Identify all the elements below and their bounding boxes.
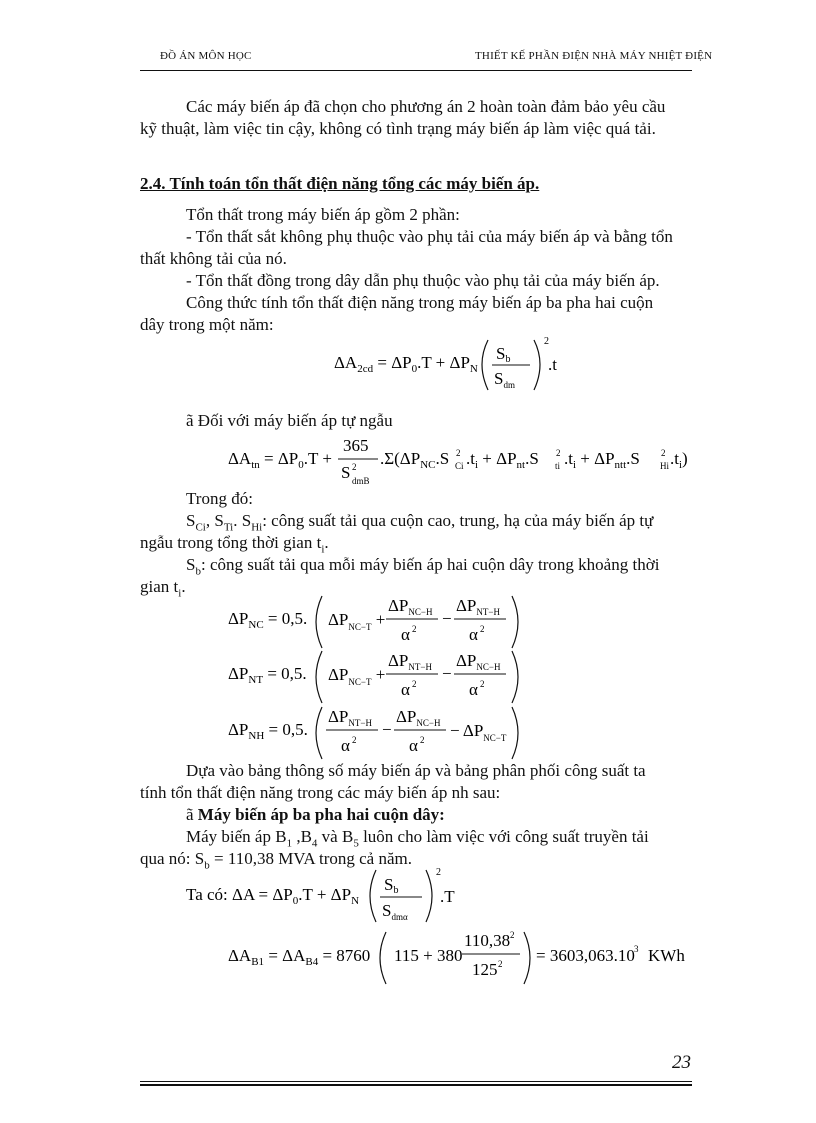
svg-text:Hi: Hi [660,461,669,471]
svg-text:.ti + ΔPntt.S: $.t_i + \Delta P_{ntt}.S$ [564,449,640,471]
svg-text:ΔPNC−T +: $\Delta P_{NC-T}$ + [328,610,386,632]
svg-text:110,38: 110,38 [464,931,511,950]
svg-text:ΔAB1 = ΔAB4 = 8760: $\Delta A_{B1} = \Delta A_{B4} = 8760$ [228,946,371,968]
svg-text:α: α [401,680,410,699]
svg-text:ΔPNT−H: $\Delta P_{NT-H}$ [388,651,432,672]
svg-text:α: α [341,736,350,755]
svg-text:ΔPNC = 0,5.: $\Delta P_{NC} = 0,5$. [228,609,308,631]
def-s-line-1: $S_{Ci}$, $S_{Ti}$. $S_{Hi}$: công suất tải qua cuộn cao, trung, hạ của máy biến áp tự [186,511,654,534]
autotrans-heading: ã Đối với máy biến áp tự ngẫu [186,411,393,430]
intro-line-2: kỹ thuật, làm việc tin cậy, không có tình trạng máy biến áp làm việc quá tải. [140,119,656,138]
svg-text:2: 2 [544,336,549,347]
formula-autotransformer [228,432,688,492]
svg-text:ΔPNC−H: $\Delta P_{NC-H}$ [388,596,433,617]
formula-delta-p-nc [228,592,528,652]
svg-text:2: 2 [661,448,666,458]
svg-text:ΔPNH = 0,5.: $\Delta P_{NH} = 0,5$. [228,720,308,742]
svg-text:ΔPNT−H: $\Delta P_{NT-H}$ [328,707,372,728]
svg-text:S: S [341,463,351,482]
intro-line-1: Các máy biến áp đã chọn cho phương án 2 hoàn toàn đảm bảo yêu cầu [186,97,666,116]
svg-text:ΔAtn = ΔP0.T +: $\Delta A_{tn} = \Delta P_0.T$ + [228,449,332,471]
header-right: THIẾT KẾ PHẦN ĐIỆN NHÀ MÁY NHIỆT ĐIỆN [475,50,713,62]
svg-text:.Σ(ΔPNC.S: $.\Sigma(\Delta P_{NC}.S$ [380,449,450,471]
svg-text:.T: .T [440,887,455,906]
svg-text:ΔA2cd = ΔP0.T + ΔPN: $\Delta A_{2cd} = \Delta P_0.T + \Delta P_N$ [334,353,478,375]
svg-text:2: 2 [480,679,485,689]
header-rule [140,70,692,71]
body-line-1: Tổn thất trong máy biến áp gồm 2 phần: [186,205,460,224]
svg-text:.ti + ΔPnt.S: $.t_i + \Delta P_{nt}.S$ [466,449,539,471]
svg-text:2: 2 [456,448,461,458]
based-line-1: Dựa vào bảng thông số máy biến áp và bảng phân phối công suất ta [186,761,646,780]
svg-text:ΔPNT = 0,5.: $\Delta P_{NT} = 0,5$. [228,664,307,686]
body-line-6: dây trong một năm: [140,315,274,334]
svg-text:3: 3 [634,944,639,954]
svg-text:−: − [442,664,452,683]
svg-text:2: 2 [498,959,503,969]
svg-text:ti: ti [555,461,561,471]
section-title: 2.4. Tính toán tổn thất điện năng tổng các máy biến áp. [140,174,540,193]
formula-two-winding [330,334,590,394]
where-label: Trong đó: [186,489,253,508]
svg-text:2: 2 [480,624,485,634]
body-line-3: thất không tải của nó. [140,249,287,268]
svg-text:α: α [469,625,478,644]
svg-text:2: 2 [412,679,417,689]
svg-text:−: − [382,720,392,739]
body-line-2: - Tổn thất sắt không phụ thuộc vào phụ tải của máy biến áp và bằng tổn [186,227,673,246]
svg-text:−: − [442,609,452,628]
svg-text:2: 2 [510,930,515,940]
svg-text:Ta có: ΔA = ΔP0.T + ΔPN: Ta có: $\Delta A = \Delta P_0.T + \Delta P_N$ [186,885,360,907]
formula-delta-p-nt [228,647,528,707]
svg-text:2: 2 [412,624,417,634]
b1-line-1: Máy biến áp $B_1$ $,B_4$ và $B_5$ luôn cho làm việc với công suất truyền tải [186,827,649,850]
svg-text:Sb: Sb [496,344,511,365]
b1-line-2: qua nó: $S_b = 110,38$ MVA trong cả năm. [140,849,412,872]
def-s-line-2: ngẫu trong tổng thời gian $t_i$. [140,533,329,556]
svg-text:Ci: Ci [455,461,464,471]
two-winding-heading: ã Máy biến áp ba pha hai cuộn dây: [186,805,445,824]
svg-text:2: 2 [352,735,357,745]
svg-text:α: α [469,680,478,699]
def-sb-line-2: gian $t_i$. [140,577,186,600]
body-line-5: Công thức tính tổn thất điện năng trong máy biến áp ba pha hai cuộn [186,293,654,312]
page-number: 23 [672,1052,691,1073]
formula-ta-co [186,866,466,926]
svg-text:Sb: Sb [384,875,399,896]
footer-rule-thick [140,1084,692,1086]
svg-text:125: 125 [472,960,498,979]
svg-text:dmB: dmB [352,476,370,486]
svg-text:Sdmα: $S_{dm\alpha}$ [382,901,408,922]
svg-text:Sdm: $S_{dm}$ [494,369,515,390]
svg-text:α: α [409,736,418,755]
svg-text:.ti): $.t_i$) [670,449,688,471]
body-line-4: - Tổn thất đồng trong dây dẫn phụ thuộc vào phụ tải của máy biến áp. [186,271,660,290]
svg-text:ΔPNC−H: $\Delta P_{NC-H}$ [396,707,441,728]
header-left: ĐỒ ÁN MÔN HỌC [160,50,252,62]
svg-text:− ΔPNC−T: − $\Delta P_{NC-T}$ [450,721,507,743]
footer-rule [140,1081,692,1082]
svg-text:ΔPNC−H: $\Delta P_{NC-H}$ [456,651,501,672]
svg-text:.t: .t [548,355,557,374]
svg-text:= 3603,063.10: = 3603,063.10 [536,946,635,965]
def-sb-line-1: $S_b$: công suất tải qua mỗi máy biến áp hai cuộn dây trong khoảng thời [186,555,660,578]
svg-text:115 + 380: 115 + 380 [394,946,463,965]
formula-delta-a-b1 [228,928,698,988]
svg-text:ΔPNT−H: $\Delta P_{NT-H}$ [456,596,500,617]
svg-text:α: α [401,625,410,644]
svg-text:KWh: KWh [648,946,685,965]
formula-delta-p-nh [228,703,528,763]
svg-text:ΔPNC−T +: $\Delta P_{NC-T}$ + [328,665,386,687]
svg-text:2: 2 [352,462,357,472]
svg-text:2: 2 [436,867,441,878]
based-line-2: tính tổn thất điện năng trong các máy biến áp nh sau: [140,783,501,802]
svg-text:365: 365 [343,436,369,455]
svg-text:2: 2 [420,735,425,745]
svg-text:2: 2 [556,448,561,458]
